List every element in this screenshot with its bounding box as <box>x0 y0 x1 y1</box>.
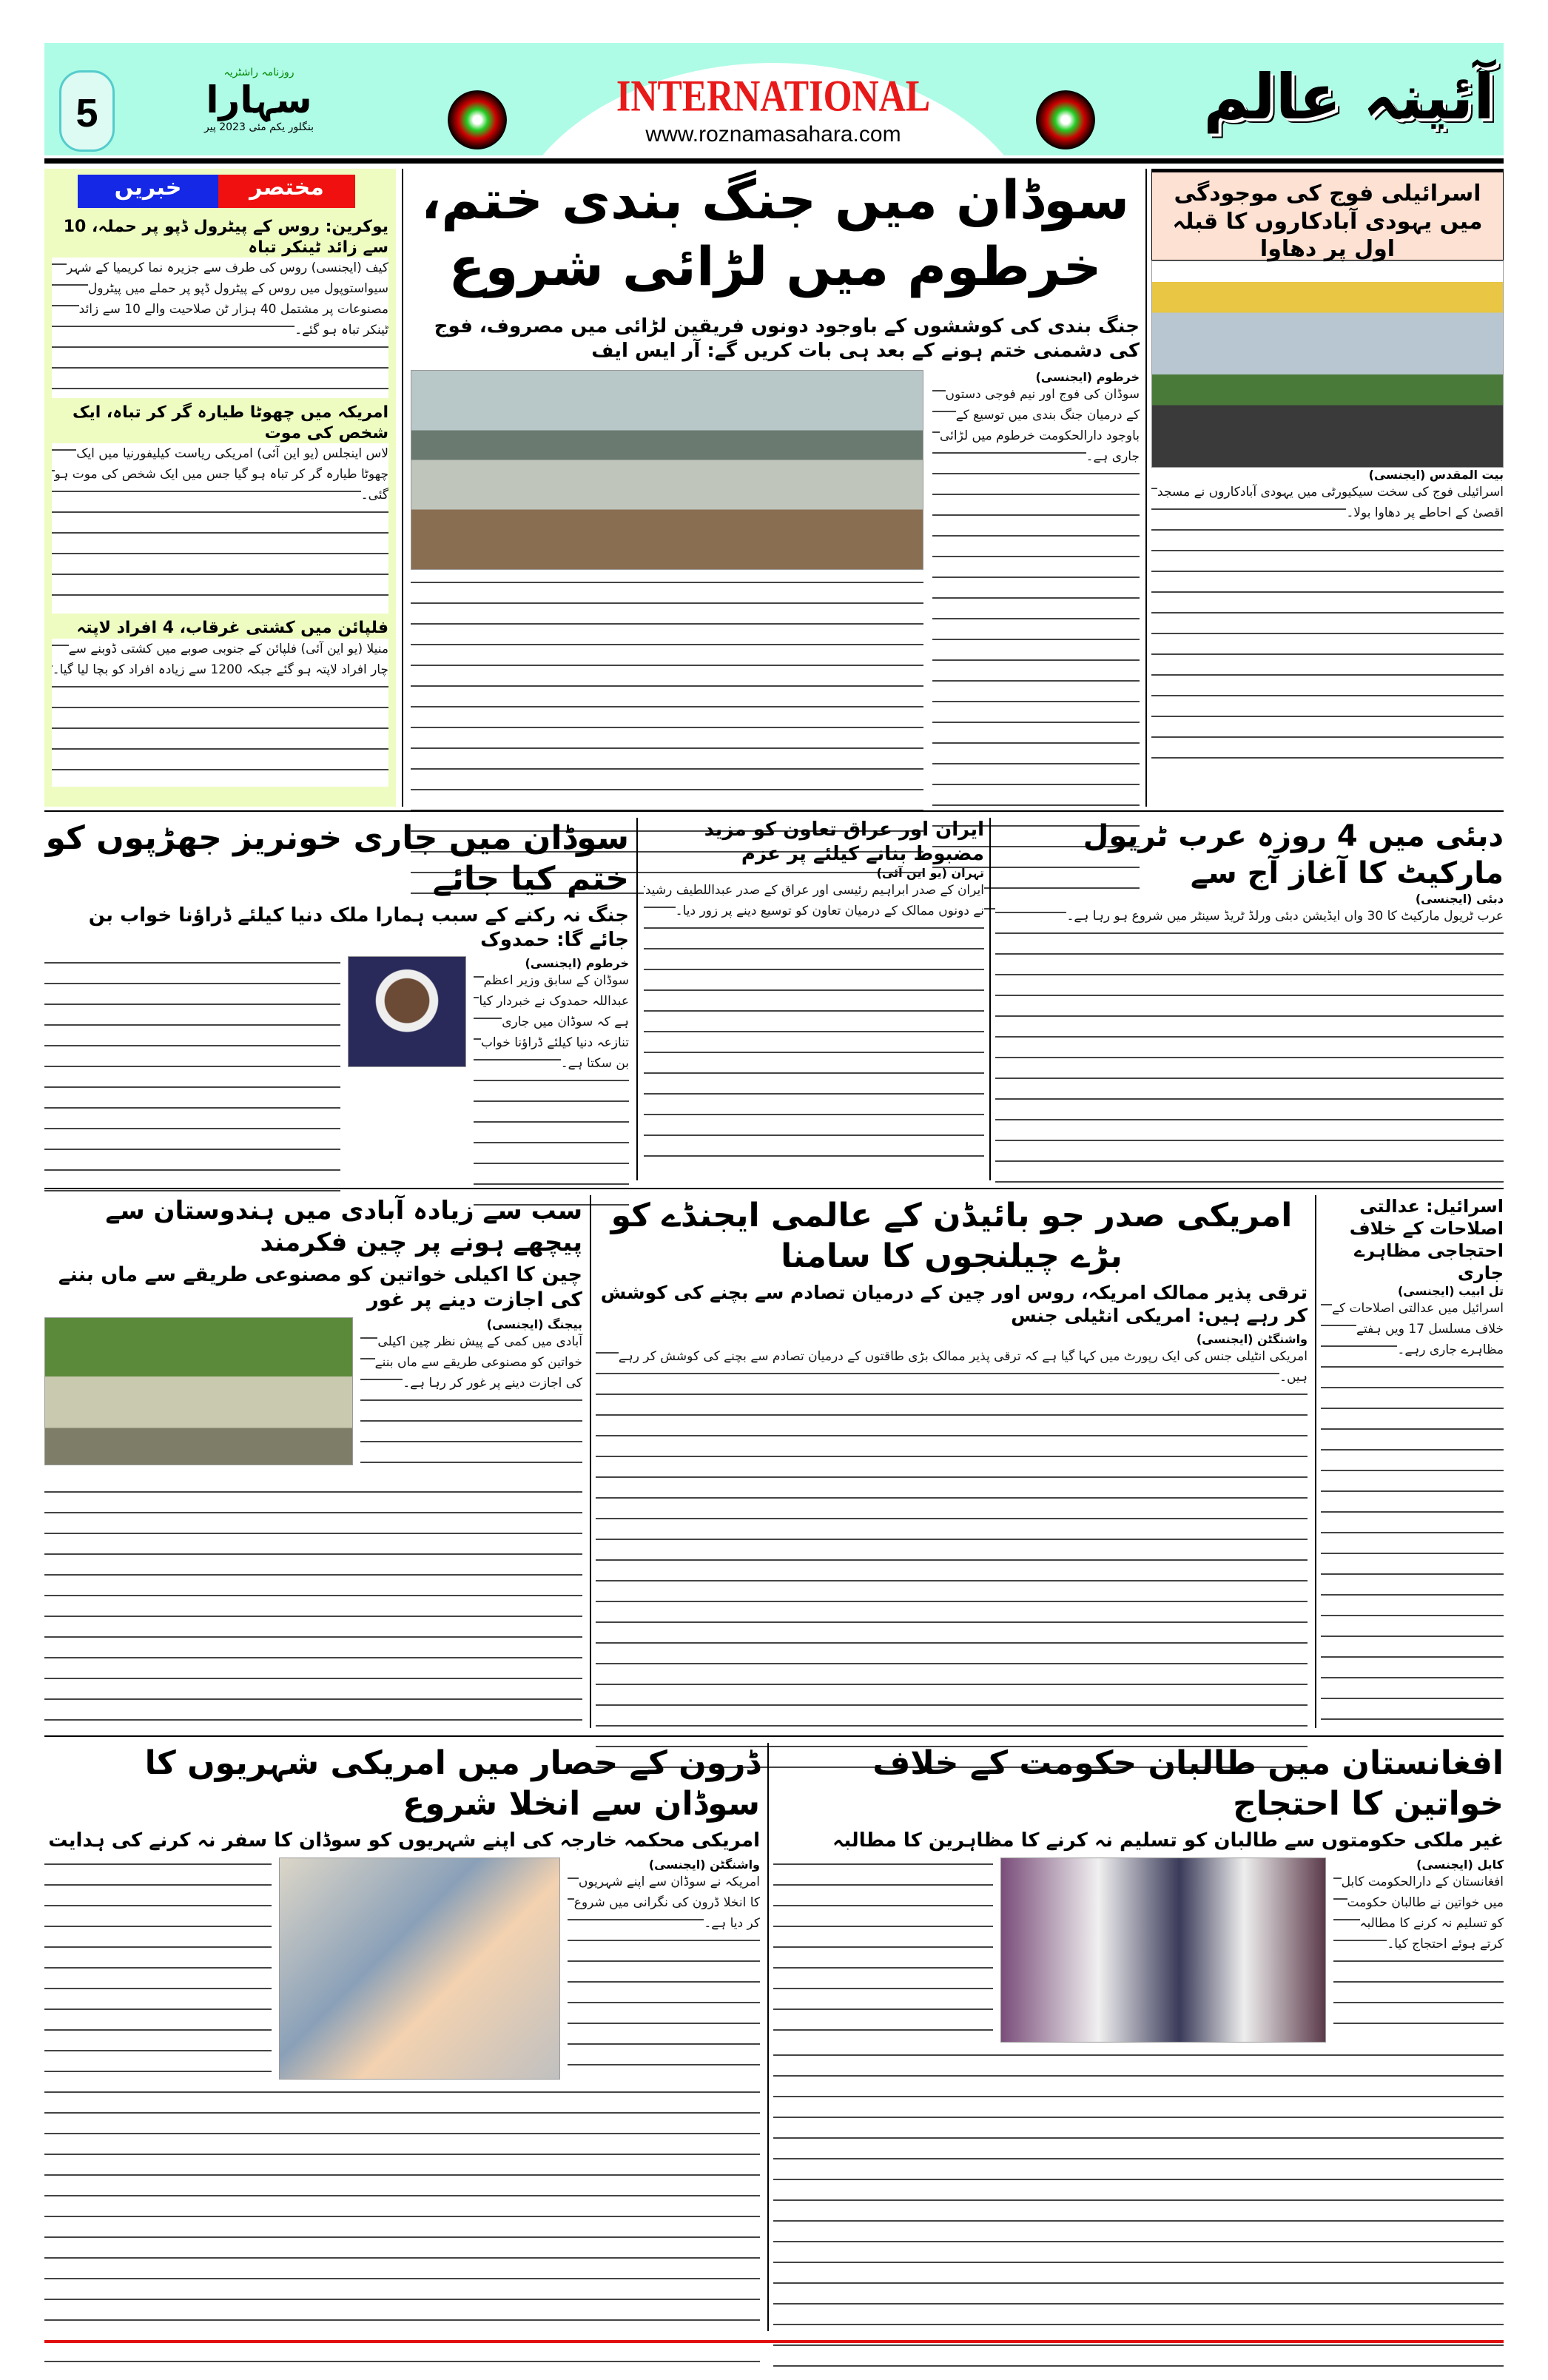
china-dateline: بیجنگ (ایجنسی) <box>486 1317 582 1331</box>
china-text: آبادی میں کمی کے پیش نظر چین اکیلی خواتین کو مصنوعی طریقے سے ماں بننے کی اجازت دینے پر غور کر رہا ہے۔ <box>360 1331 582 1479</box>
iran-iraq-headline: ایران اور عراق تعاون کو مزید مضبوط بنانے کیلئے پر عزم <box>704 818 984 865</box>
israel-text: اسرائیل میں عدالتی اصلاحات کے خلاف مسلسل 17 ویں ہفتے مظاہرے جاری رہے۔ <box>1321 1298 1504 1727</box>
afghan-text-cont2 <box>773 2048 1504 2374</box>
iran-iraq-dateline: تہران (یو این آئی) <box>876 866 984 880</box>
afghan-text-cont <box>773 1858 993 2043</box>
row-divider <box>44 810 1504 812</box>
column-divider <box>590 1195 591 1728</box>
logo-name: سہارا <box>206 78 312 121</box>
israel-story <box>1321 1195 1504 1727</box>
israel-headline: اسرائیل: عدالتی اصلاحات کے خلاف احتجاجی مظاہرے جاری <box>1349 1196 1504 1283</box>
drone-headline: ڈرون کے حصار میں امریکی شہریوں کا سوڈان سے انخلا شروع <box>144 1744 760 1823</box>
sudan-clashes-headline: سوڈان میں جاری خونریز جھڑپوں کو ختم کیا جائے <box>45 819 629 898</box>
israel-dateline: تل ابیب (ایجنسی) <box>1397 1284 1504 1298</box>
sudan-clashes-story <box>44 818 629 1208</box>
briefs-label-red: مختصر <box>218 175 355 208</box>
drone-text-cont2 <box>44 2085 760 2367</box>
lead-headline: سوڈان میں جنگ بندی ختم، خرطوم میں لڑائی شروع <box>420 169 1130 298</box>
afghan-subhead: غیر ملکی حکومتوں سے طالبان کو تسلیم نہ کرنے کا مظاہرین کا مطالبہ <box>832 1829 1504 1852</box>
column-divider <box>767 1743 769 2331</box>
dubai-headline: دبئی میں 4 روزہ عرب ٹریول مارکیٹ کا آغاز آج سے <box>1083 819 1504 890</box>
briefs-column <box>44 169 396 807</box>
drone-text: امریکہ نے سوڈان سے اپنے شہریوں کا انخلا ڈرون کی نگرانی میں شروع کر دیا ہے۔ <box>568 1872 760 2079</box>
aqsa-headline: اسرائیلی فوج کی موجودگی میں یہودی آبادکاروں کا قبلہ اول پر دھاوا <box>1151 172 1504 260</box>
lead-text: سوڈان کی فوج اور نیم فوجی دستوں کے درمیان جنگ بندی میں توسیع کے باوجود دارالحکومت خرطوم میں لڑائی جاری ہے۔ <box>932 384 1140 910</box>
section-title-english: INTERNATIONAL <box>616 70 931 121</box>
biden-subhead: ترقی پذیر ممالک امریکہ، روس اور چین کے درمیان تصادم سے بچنے کی کوشش کر رہے ہیں: امریکی انٹیلی جنس <box>600 1282 1308 1327</box>
dubai-dateline: دبئی (ایجنسی) <box>1415 892 1504 906</box>
china-story <box>44 1195 582 1737</box>
website-link[interactable]: www.roznamasahara.com <box>645 122 901 147</box>
column-divider <box>989 818 991 1180</box>
dubai-story <box>995 818 1504 1202</box>
column-divider <box>636 818 638 1180</box>
china-text-cont <box>44 1485 582 1737</box>
briefs-label-blue: خبریں <box>78 175 218 208</box>
afghan-headline: افغانستان میں طالبان حکومت کے خلاف خواتین کا احتجاج <box>872 1744 1504 1823</box>
sudan-clashes-text-cont <box>44 956 340 1208</box>
evacuation-hug-photo <box>279 1858 560 2080</box>
khartoum-smoke-photo <box>411 370 923 570</box>
page-number: 5 <box>59 70 115 152</box>
sudan-clashes-text: سوڈان کے سابق وزیر اعظم عبداللہ حمدوک نے خبردار کیا ہے کہ سوڈان میں جاری تنازعہ دنیا کیلئے ڈراؤنا خواب بن سکتا ہے۔ <box>474 970 629 1207</box>
sudan-clashes-dateline: خرطوم (ایجنسی) <box>525 956 629 970</box>
biden-headline: امریکی صدر جو بائیڈن کے عالمی ایجنڈے کو بڑے چیلنجوں کا سامنا <box>610 1197 1293 1275</box>
aqsa-text: اسرائیلی فوج کی سخت سیکیورٹی میں یہودی آبادکاروں نے مسجد اقصیٰ کے احاطے پر دھاوا بولا۔ <box>1151 482 1504 778</box>
header-rule <box>44 158 1504 164</box>
biden-story <box>596 1195 1308 1768</box>
brief-title: یوکرین: روس کے پیٹرول ڈپو پر حملہ، 10 سے زائد ٹینکر تباہ <box>63 218 388 257</box>
brief-title: فلپائن میں کشتی غرقاب، 4 افراد لاپتہ <box>76 619 388 637</box>
china-subhead: چین کا اکیلی خواتین کو مصنوعی طریقے سے ماں بننے کی اجازت دینے پر غور <box>58 1263 582 1311</box>
brief-text: منیلا (یو این آئی) فلپائن کے جنوبی صوبے میں کشتی ڈوبنے سے چار افراد لاپتہ ہو گئے جبکہ 1200 سے زیادہ افراد کو بچا لیا گیا۔ <box>52 639 388 787</box>
afghan-story <box>773 1743 1504 2374</box>
newspaper-logo <box>148 67 370 133</box>
iran-iraq-text: ایران کے صدر ابراہیم رئیسی اور عراق کے صدر عبداللطیف رشید نے دونوں ممالک کے درمیان تعاون کو توسیع دینے پر زور دیا۔ <box>644 880 984 1176</box>
china-headline: سب سے زیادہ آبادی میں ہندوستان سے پیچھے ہونے پر چین فکرمند <box>105 1196 582 1257</box>
lead-subhead: جنگ بندی کی کوششوں کے باوجود دونوں فریقین لڑائی میں مصروف، فوج کی دشمنی ختم ہونے کے بعد ہی بات کریں گے: آر ایس ایف <box>434 315 1140 362</box>
emblem-icon <box>1036 90 1095 149</box>
sudan-clashes-subhead: جنگ نہ رکنے کے سبب ہمارا ملک دنیا کیلئے ڈراؤنا خواب بن جائے گا: حمدوک <box>88 904 629 951</box>
drone-dateline: واشنگٹن (ایجنسی) <box>648 1857 760 1872</box>
lead-dateline: خرطوم (ایجنسی) <box>1035 370 1140 384</box>
lead-story <box>411 167 1140 910</box>
biden-dateline: واشنگٹن (ایجنسی) <box>1196 1331 1308 1346</box>
al-aqsa-photo <box>1151 260 1504 468</box>
emblem-icon <box>448 90 507 149</box>
china-mothers-photo <box>44 1317 353 1465</box>
afghan-dateline: کابل (ایجنسی) <box>1416 1857 1504 1872</box>
iran-iraq-story <box>644 818 984 1176</box>
row-divider <box>44 1188 1504 1189</box>
column-divider <box>1315 1195 1316 1728</box>
afghan-protest-photo <box>1000 1858 1326 2043</box>
row-divider <box>44 1735 1504 1737</box>
column-divider <box>402 169 403 807</box>
issue-date: بنگلور یکم مئی 2023 پیر <box>203 121 314 133</box>
column-divider <box>1145 169 1147 807</box>
brief-text: لاس اینجلس (یو این آئی) امریکی ریاست کیلیفورنیا میں ایک چھوٹا طیارہ گر کر تباہ ہو گیا جس میں ایک شخص کی موت ہو گئی۔ <box>52 443 388 614</box>
biden-text: امریکی انٹیلی جنس کی ایک رپورٹ میں کہا گیا ہے کہ ترقی پذیر ممالک بڑی طاقتوں کے درمیان تصادم سے بچنے کی کوشش کر رہے ہیں۔ <box>596 1346 1308 1768</box>
footer-rule <box>44 2340 1504 2343</box>
section-title-urdu: آئینہ عالم <box>1203 61 1495 133</box>
drone-subhead: امریکی محکمہ خارجہ کی اپنے شہریوں کو سوڈان کا سفر نہ کرنے کی ہدایت <box>48 1829 760 1852</box>
hamdok-photo <box>348 956 466 1067</box>
dubai-text: عرب ٹریول مارکیٹ کا 30 واں ایڈیشن دبئی ورلڈ ٹریڈ سینٹر میں شروع ہو رہا ہے۔ <box>995 906 1504 1202</box>
brief-text: کیف (ایجنسی) روس کی طرف سے جزیرہ نما کریمیا کے شہر سیواستوپول میں روس کے پیٹرول ڈپو پر حملے میں پیٹرول مصنوعات پر مشتمل 40 ہزار ٹن صلاحیت والے 10 سے زائد ٹینکر تباہ ہو گئے۔ <box>52 258 388 398</box>
aqsa-dateline: بیت المقدس (ایجنسی) <box>1368 468 1504 482</box>
brief-title: امریکہ میں چھوٹا طیارہ گر کر تباہ، ایک شخص کی موت <box>72 403 388 443</box>
aqsa-story <box>1151 169 1504 807</box>
drone-text-cont <box>44 1858 272 2080</box>
drone-story <box>44 1743 760 2367</box>
afghan-text: افغانستان کے دارالحکومت کابل میں خواتین نے طالبان حکومت کو تسلیم نہ کرنے کا مطالبہ کرتے ہوئے احتجاج کیا۔ <box>1333 1872 1504 2042</box>
logo-tagline: روزنامہ راشٹریہ <box>223 67 295 78</box>
